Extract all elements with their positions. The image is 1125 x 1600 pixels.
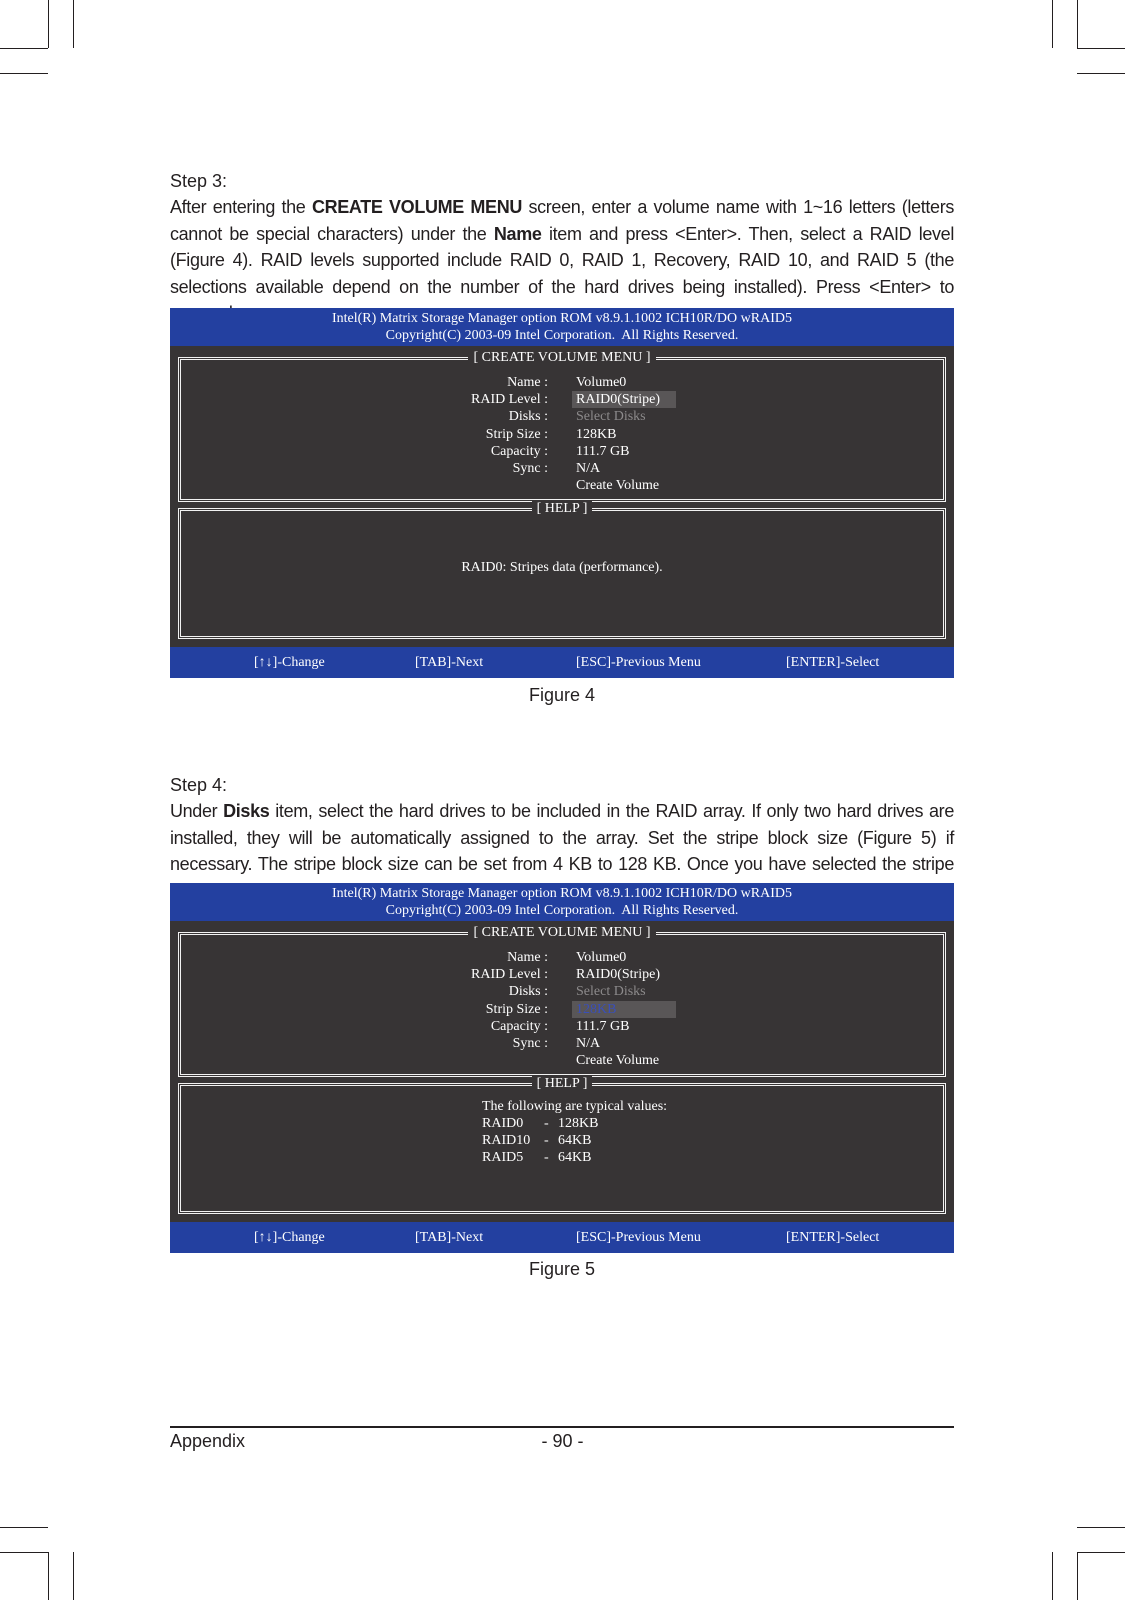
bios-screen-figure5 <box>170 883 954 1253</box>
key-select: [ENTER]-Select <box>786 1230 880 1245</box>
raid-level-value[interactable]: RAID0(Stripe) <box>576 967 660 983</box>
menu-row-capacity[interactable]: Capacity : 111.7 GB <box>181 443 943 460</box>
key-next: [TAB]-Next <box>415 655 484 670</box>
menu-row-raid-level[interactable]: RAID Level : RAID0(Stripe) <box>181 391 943 408</box>
raid-level-value-selected[interactable]: RAID0(Stripe) <box>572 391 676 408</box>
capacity-value[interactable]: 111.7 GB <box>576 443 630 459</box>
disks-value[interactable]: Select Disks <box>576 984 646 1000</box>
key-change: [↑↓]-Change <box>254 1230 325 1245</box>
menu-row-create-volume[interactable] <box>181 1052 943 1069</box>
step3-bold-menu: CREATE VOLUME MENU <box>311 197 522 217</box>
strip-size-value-selected[interactable]: 128KB <box>572 1001 676 1018</box>
bios-header: Intel(R) Matrix Storage Manager option ROM v8.9.1.1002 ICH10R/DO wRAID5 Copyright(C) 2003-09 Intel Corporation. All Rights Reserved. <box>170 308 954 346</box>
help-row: RAID0 - 128KB <box>482 1116 599 1131</box>
help-intro: The following are typical values: <box>482 1099 668 1114</box>
name-value[interactable]: Volume0 <box>576 950 627 965</box>
help-text: RAID0: Stripes data (performance). <box>461 560 663 575</box>
step4-bold-disks: Disks <box>223 801 270 821</box>
menu-row-name[interactable]: Name : Volume0 <box>181 374 943 391</box>
help-row: RAID5 - 64KB <box>482 1150 592 1165</box>
menu-row-raid-level[interactable]: RAID Level : RAID0(Stripe) <box>181 966 943 983</box>
capacity-value[interactable]: 111.7 GB <box>576 1018 630 1034</box>
bios-footer <box>170 647 954 678</box>
menu-row-strip-size[interactable]: Strip Size : 128KB <box>181 426 943 443</box>
help-title: [ HELP ] <box>532 1076 593 1091</box>
create-volume-menu-panel <box>178 925 946 1077</box>
key-next: [TAB]-Next <box>415 1230 484 1245</box>
create-volume-option[interactable]: Create Volume <box>576 478 660 494</box>
step3-bold-name: Name <box>493 223 542 244</box>
disks-value[interactable]: Select Disks <box>576 409 646 425</box>
figure4-caption: Figure 4 <box>528 685 596 705</box>
help-panel <box>178 1076 946 1214</box>
key-previous-menu: [ESC]-Previous Menu <box>576 1230 701 1245</box>
menu-row-disks[interactable]: Disks : Select Disks <box>181 408 943 425</box>
footer-section: Appendix <box>170 1431 246 1451</box>
bios-header: Intel(R) Matrix Storage Manager option ROM v8.9.1.1002 ICH10R/DO wRAID5 Copyright(C) 2003-09 Intel Corporation. All Rights Reserved. <box>170 883 954 921</box>
menu-row-disks[interactable]: Disks : Select Disks <box>181 983 943 1000</box>
name-value[interactable]: Volume0 <box>576 375 627 390</box>
menu-title: [ CREATE VOLUME MENU ] <box>468 350 655 365</box>
step4-title: Step 4: <box>170 775 228 795</box>
bios-screen-figure4 <box>170 308 954 678</box>
step4-paragraph: Under Disks item, select the hard drives to be included in the RAID array. If only two hard drives are installed, they will be automatically assigned to the array. Set the stripe block size (Figure 5) if necessary. The stripe block size can be set from 4 KB to 128 KB. Once you have selected the stripe <box>170 801 954 874</box>
menu-row-sync[interactable]: Sync : N/A <box>181 1035 943 1052</box>
menu-row-capacity[interactable]: Capacity : 111.7 GB <box>181 1018 943 1035</box>
key-select: [ENTER]-Select <box>786 655 880 670</box>
bios-footer <box>170 1222 954 1253</box>
menu-row-sync[interactable]: Sync : N/A <box>181 460 943 477</box>
help-title: [ HELP ] <box>532 501 593 516</box>
key-previous-menu: [ESC]-Previous Menu <box>576 655 701 670</box>
step3-section <box>170 168 954 327</box>
menu-row-name[interactable]: Name : Volume0 <box>181 949 943 966</box>
sync-value[interactable]: N/A <box>576 1035 601 1051</box>
step3-title: Step 3: <box>170 171 228 191</box>
create-volume-option[interactable]: Create Volume <box>576 1053 660 1069</box>
create-volume-menu-panel <box>178 350 946 502</box>
strip-size-value[interactable]: 128KB <box>576 426 617 442</box>
step3-paragraph: After entering the CREATE VOLUME MENU screen, enter a volume name with 1~16 letters (letters cannot be special characters) under the Name item and press <Enter>. Then, select a RAID level (Figure 4). RAID levels supported include RAID 0, RAID 1, Recovery, RAID 10, and RAID 5 (the selections available depend on the number of the hard drives being installed). Press <Enter> to <box>170 197 954 297</box>
help-panel <box>178 501 946 639</box>
menu-row-create-volume[interactable] <box>181 477 943 494</box>
menu-row-strip-size[interactable]: Strip Size : 128KB <box>181 1001 943 1018</box>
page-number: - 90 - <box>541 1431 584 1451</box>
help-row: RAID10 - 64KB <box>482 1133 592 1148</box>
help-values-list <box>482 1098 667 1166</box>
footer-divider <box>170 1426 954 1428</box>
sync-value[interactable]: N/A <box>576 460 601 476</box>
figure5-caption: Figure 5 <box>528 1259 596 1279</box>
key-change: [↑↓]-Change <box>254 655 325 670</box>
menu-title: [ CREATE VOLUME MENU ] <box>468 925 655 940</box>
